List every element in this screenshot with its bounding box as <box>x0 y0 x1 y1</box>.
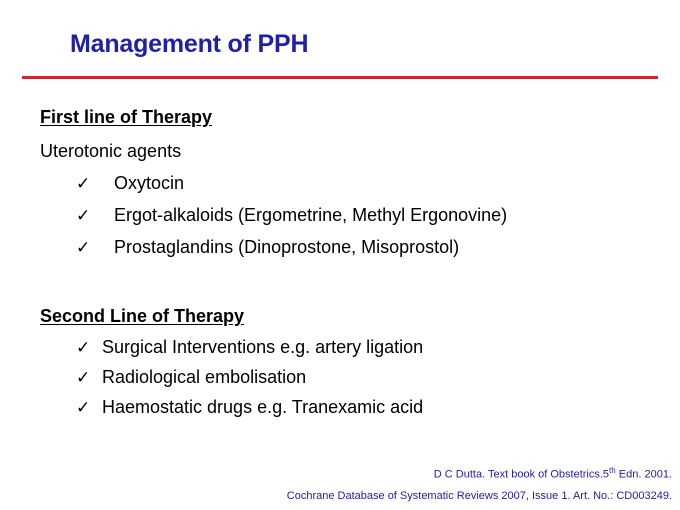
second-line-item-surgical: Surgical Interventions e.g. artery ligation <box>102 337 424 357</box>
first-line-subheading: Uterotonic agents <box>40 141 182 161</box>
first-line-item-prostaglandins: Prostaglandins (Dinoprostone, Misoprostol) <box>114 237 460 257</box>
reference-dutta <box>434 466 672 481</box>
check-icon: ✓ <box>76 206 91 225</box>
reference-dutta-superscript: th <box>609 466 616 475</box>
check-icon: ✓ <box>76 338 91 357</box>
check-icon: ✓ <box>76 238 91 257</box>
second-line-item-haemostatic: Haemostatic drugs e.g. Tranexamic acid <box>102 397 424 417</box>
first-line-item-ergot: Ergot-alkaloids (Ergometrine, Methyl Ergonovine) <box>114 205 508 225</box>
first-line-heading: First line of Therapy <box>40 107 213 127</box>
check-icon: ✓ <box>76 368 91 387</box>
second-line-heading: Second Line of Therapy <box>40 306 245 326</box>
check-icon: ✓ <box>76 398 91 417</box>
first-line-item-oxytocin: Oxytocin <box>114 173 185 193</box>
slide-title: Management of PPH <box>70 30 309 58</box>
reference-dutta-prefix: D C Dutta. Text book of Obstetrics.5 <box>433 468 610 481</box>
reference-cochrane: Cochrane Database of Systematic Reviews 2007, Issue 1. Art. No.: CD003249. <box>286 490 672 502</box>
title-divider <box>22 76 658 79</box>
reference-dutta-suffix: Edn. 2001. <box>615 468 672 481</box>
second-line-item-radiological: Radiological embolisation <box>102 367 307 387</box>
check-icon: ✓ <box>76 174 91 193</box>
